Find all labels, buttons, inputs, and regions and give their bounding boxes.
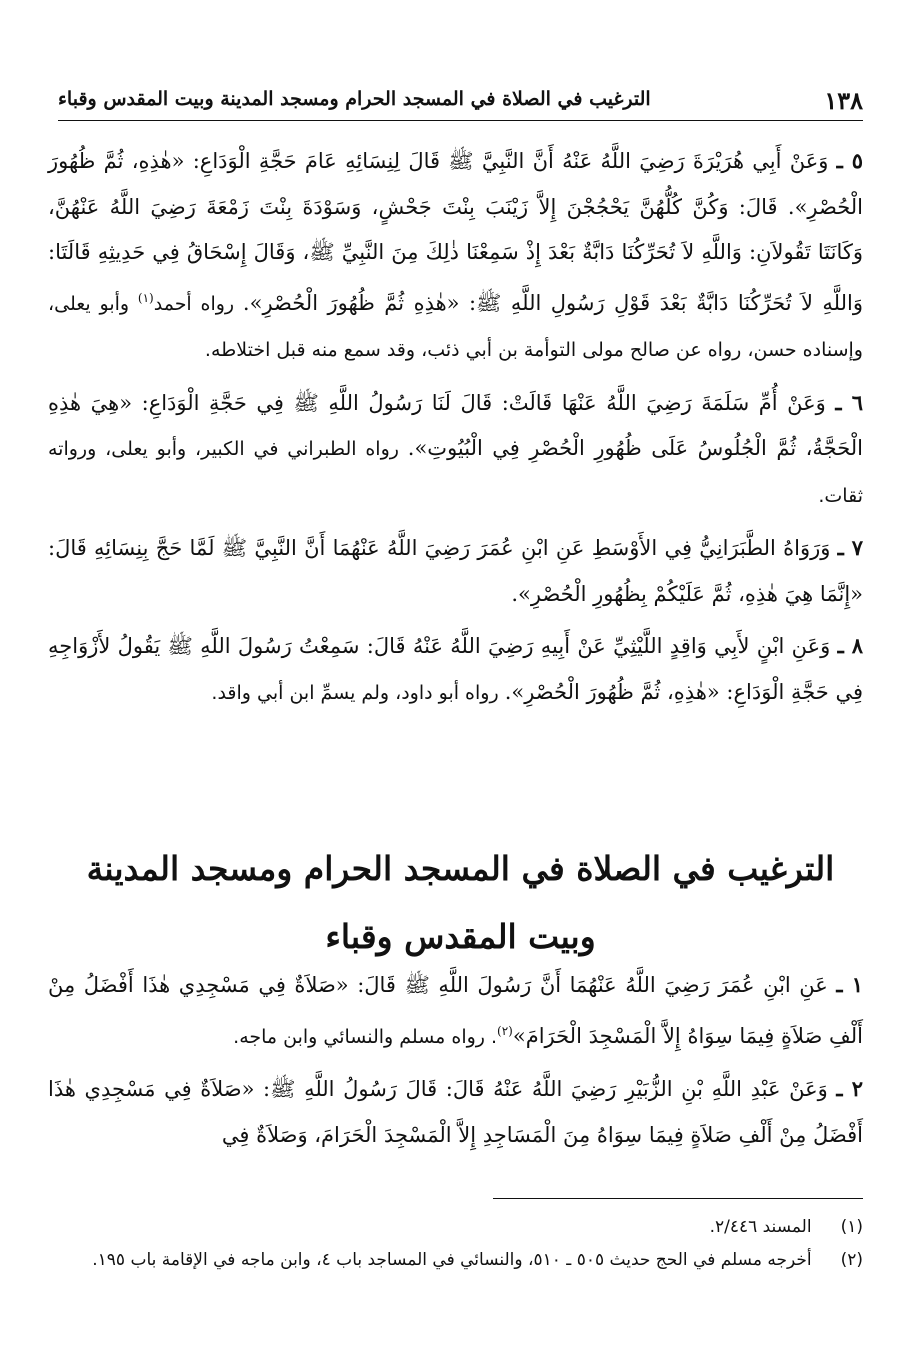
hadith-text: وَرَوَاهُ الطَّبَرَانِيُّ فِي الأَوْسَطِ عَنِ ابْنِ عُمَرَ رَضِيَ اللَّهُ عَنْهُمَا أَنَّ النَّبِيَّ ﷺ لَمَّا حَجَّ بِنِسَائِهِ قَالَ: «إِنَّمَا هِيَ هٰذِهِ، ثُمَّ عَلَيْكُمْ بِظُهُورِ الْحُصْرِ».	[48, 536, 863, 606]
running-title: الترغيب في الصلاة في المسجد الحرام ومسجد المدينة وبيت المقدس وقباء	[58, 88, 651, 110]
hadith-paragraph-1	[48, 962, 863, 1060]
hadith-paragraph-5	[48, 138, 863, 374]
paragraph-number: ١ ـ	[836, 972, 863, 997]
footnote-2	[58, 1245, 863, 1276]
takhrij-note: رواه أبو داود، ولم يسمِّ ابن أبي واقد.	[211, 681, 505, 704]
footnote-divider	[493, 1198, 863, 1199]
footnote-ref-2[interactable]: (٢)	[497, 1023, 513, 1038]
running-header	[58, 80, 863, 121]
footnote-1	[58, 1212, 863, 1243]
footnotes	[58, 1212, 863, 1278]
paragraph-number: ٦ ـ	[835, 389, 863, 415]
paragraph-number: ٥ ـ	[836, 148, 863, 173]
section-heading-line-2: وبيت المقدس وقباء	[325, 917, 596, 956]
footnote-number: (٢)	[840, 1250, 863, 1270]
footnote-text: المسند ٢/٤٤٦.	[709, 1217, 812, 1237]
main-text-top	[48, 138, 863, 722]
takhrij-note: رواه الطبراني في الكبير، وأبو يعلى، ورواته ثقات.	[48, 438, 863, 507]
footnote-ref-1[interactable]: (١)	[137, 290, 154, 305]
takhrij-note: . رواه مسلم والنسائي وابن ماجه.	[233, 1025, 498, 1048]
paragraph-number: ٢ ـ	[836, 1076, 864, 1101]
hadith-paragraph-6	[48, 380, 863, 520]
hadith-paragraph-2	[48, 1066, 863, 1158]
section-heading-line-1: الترغيب في الصلاة في المسجد الحرام ومسجد المدينة	[86, 849, 835, 888]
hadith-paragraph-8	[48, 623, 863, 716]
section-heading	[58, 835, 863, 971]
hadith-text: وَعَنْ عَبْدِ اللَّهِ بْنِ الزُّبَيْرِ رَضِيَ اللَّهُ عَنْهُ قَالَ: قَالَ رَسُولُ اللَّهِ ﷺ: «صَلاَةٌ فِي مَسْجِدِي هٰذَا أَفْضَلُ مِنْ أَلْفِ صَلاَةٍ فِيمَا سِوَاهُ مِنَ الْمَسَاجِدِ إِلاَّ الْمَسْجِدَ الْحَرَامَ، وَصَلاَةٌ فِي	[48, 1077, 863, 1147]
hadith-text: وَعَنِ ابْنٍ لأَبِي وَاقِدٍ اللَّيْثِيِّ عَنْ أَبِيهِ رَضِيَ اللَّهُ عَنْهُ قَالَ: سَمِعْتُ رَسُولَ اللَّهِ ﷺ يَقُولُ لأَزْوَاجِهِ فِي حَجَّةِ الْوَدَاعِ: «هٰذِهِ، ثُمَّ ظُهُورَ الْحُصْرِ».	[48, 634, 863, 704]
takhrij-note: رواه أحمد	[153, 292, 243, 315]
hadith-paragraph-7	[48, 525, 863, 617]
footnote-number: (١)	[840, 1217, 863, 1237]
paragraph-number: ٧ ـ	[837, 535, 863, 560]
footnote-text: أخرجه مسلم في الحج حديث ٥٠٥ ـ ٥١٠، والنسائي في المساجد باب ٤، وابن ماجه في الإقامة باب ١٩٥.	[92, 1250, 812, 1270]
main-text-bottom	[48, 962, 863, 1164]
hadith-text: وَعَنْ أَبِي هُرَيْرَةَ رَضِيَ اللَّهُ عَنْهُ أَنَّ النَّبِيَّ ﷺ قَالَ لِنِسَائِهِ عَامَ حَجَّةِ الْوَدَاعِ: «هٰذِهِ، ثُمَّ ظُهُورَ الْحُصْرِ». قَالَ: وَكُنَّ كُلُّهُنَّ يَحْجُجْنَ إِلاَّ زَيْنَبَ بِنْتَ جَحْشٍ، وَسَوْدَةَ بِنْتَ زَمْعَةَ رَضِيَ اللَّهُ عَنْهُنَّ، وَكَانَتَا تَقُولاَنِ: وَاللَّهِ لاَ تُحَرِّكُنَا دَابَّةٌ بَعْدَ إِذْ سَمِعْنَا ذٰلِكَ مِنَ النَّبِيِّ ﷺ، وَقَالَ إِسْحَاقُ فِي حَدِيثِهِ قَالَتَا: وَاللَّهِ لاَ تُحَرِّكُنَا دَابَّةٌ بَعْدَ قَوْلِ رَسُولِ اللَّهِ ﷺ: «هٰذِهِ ثُمَّ ظُهُورَ الْحُصْرِ».	[48, 149, 863, 315]
paragraph-number: ٨ ـ	[837, 633, 863, 658]
hadith-text: عَنِ ابْنِ عُمَرَ رَضِيَ اللَّهُ عَنْهُمَا أَنَّ رَسُولَ اللَّهِ ﷺ قَالَ: «صَلاَةٌ فِي مَسْجِدِي هٰذَا أَفْضَلُ مِنْ أَلْفِ صَلاَةٍ فِيمَا سِوَاهُ إِلاَّ الْمَسْجِدَ الْحَرَامَ»	[48, 973, 863, 1048]
takhrij-note: وأبو يعلى، وإسناده حسن، رواه عن صالح مولى التوأمة بن أبي ذئب، وقد سمع منه قبل اختلاطه.	[48, 292, 863, 361]
page-number: ١٣٨	[824, 86, 863, 115]
hadith-text: وَعَنْ أُمِّ سَلَمَةَ رَضِيَ اللَّهُ عَنْهَا قَالَتْ: قَالَ لَنَا رَسُولُ اللَّهِ ﷺ فِي حَجَّةِ الْوَدَاعِ: «هِيَ هٰذِهِ الْحَجَّةُ، ثُمَّ الْجُلُوسُ عَلَى ظُهُورِ الْحُصْرِ فِي الْبُيُوتِ».	[48, 390, 864, 460]
